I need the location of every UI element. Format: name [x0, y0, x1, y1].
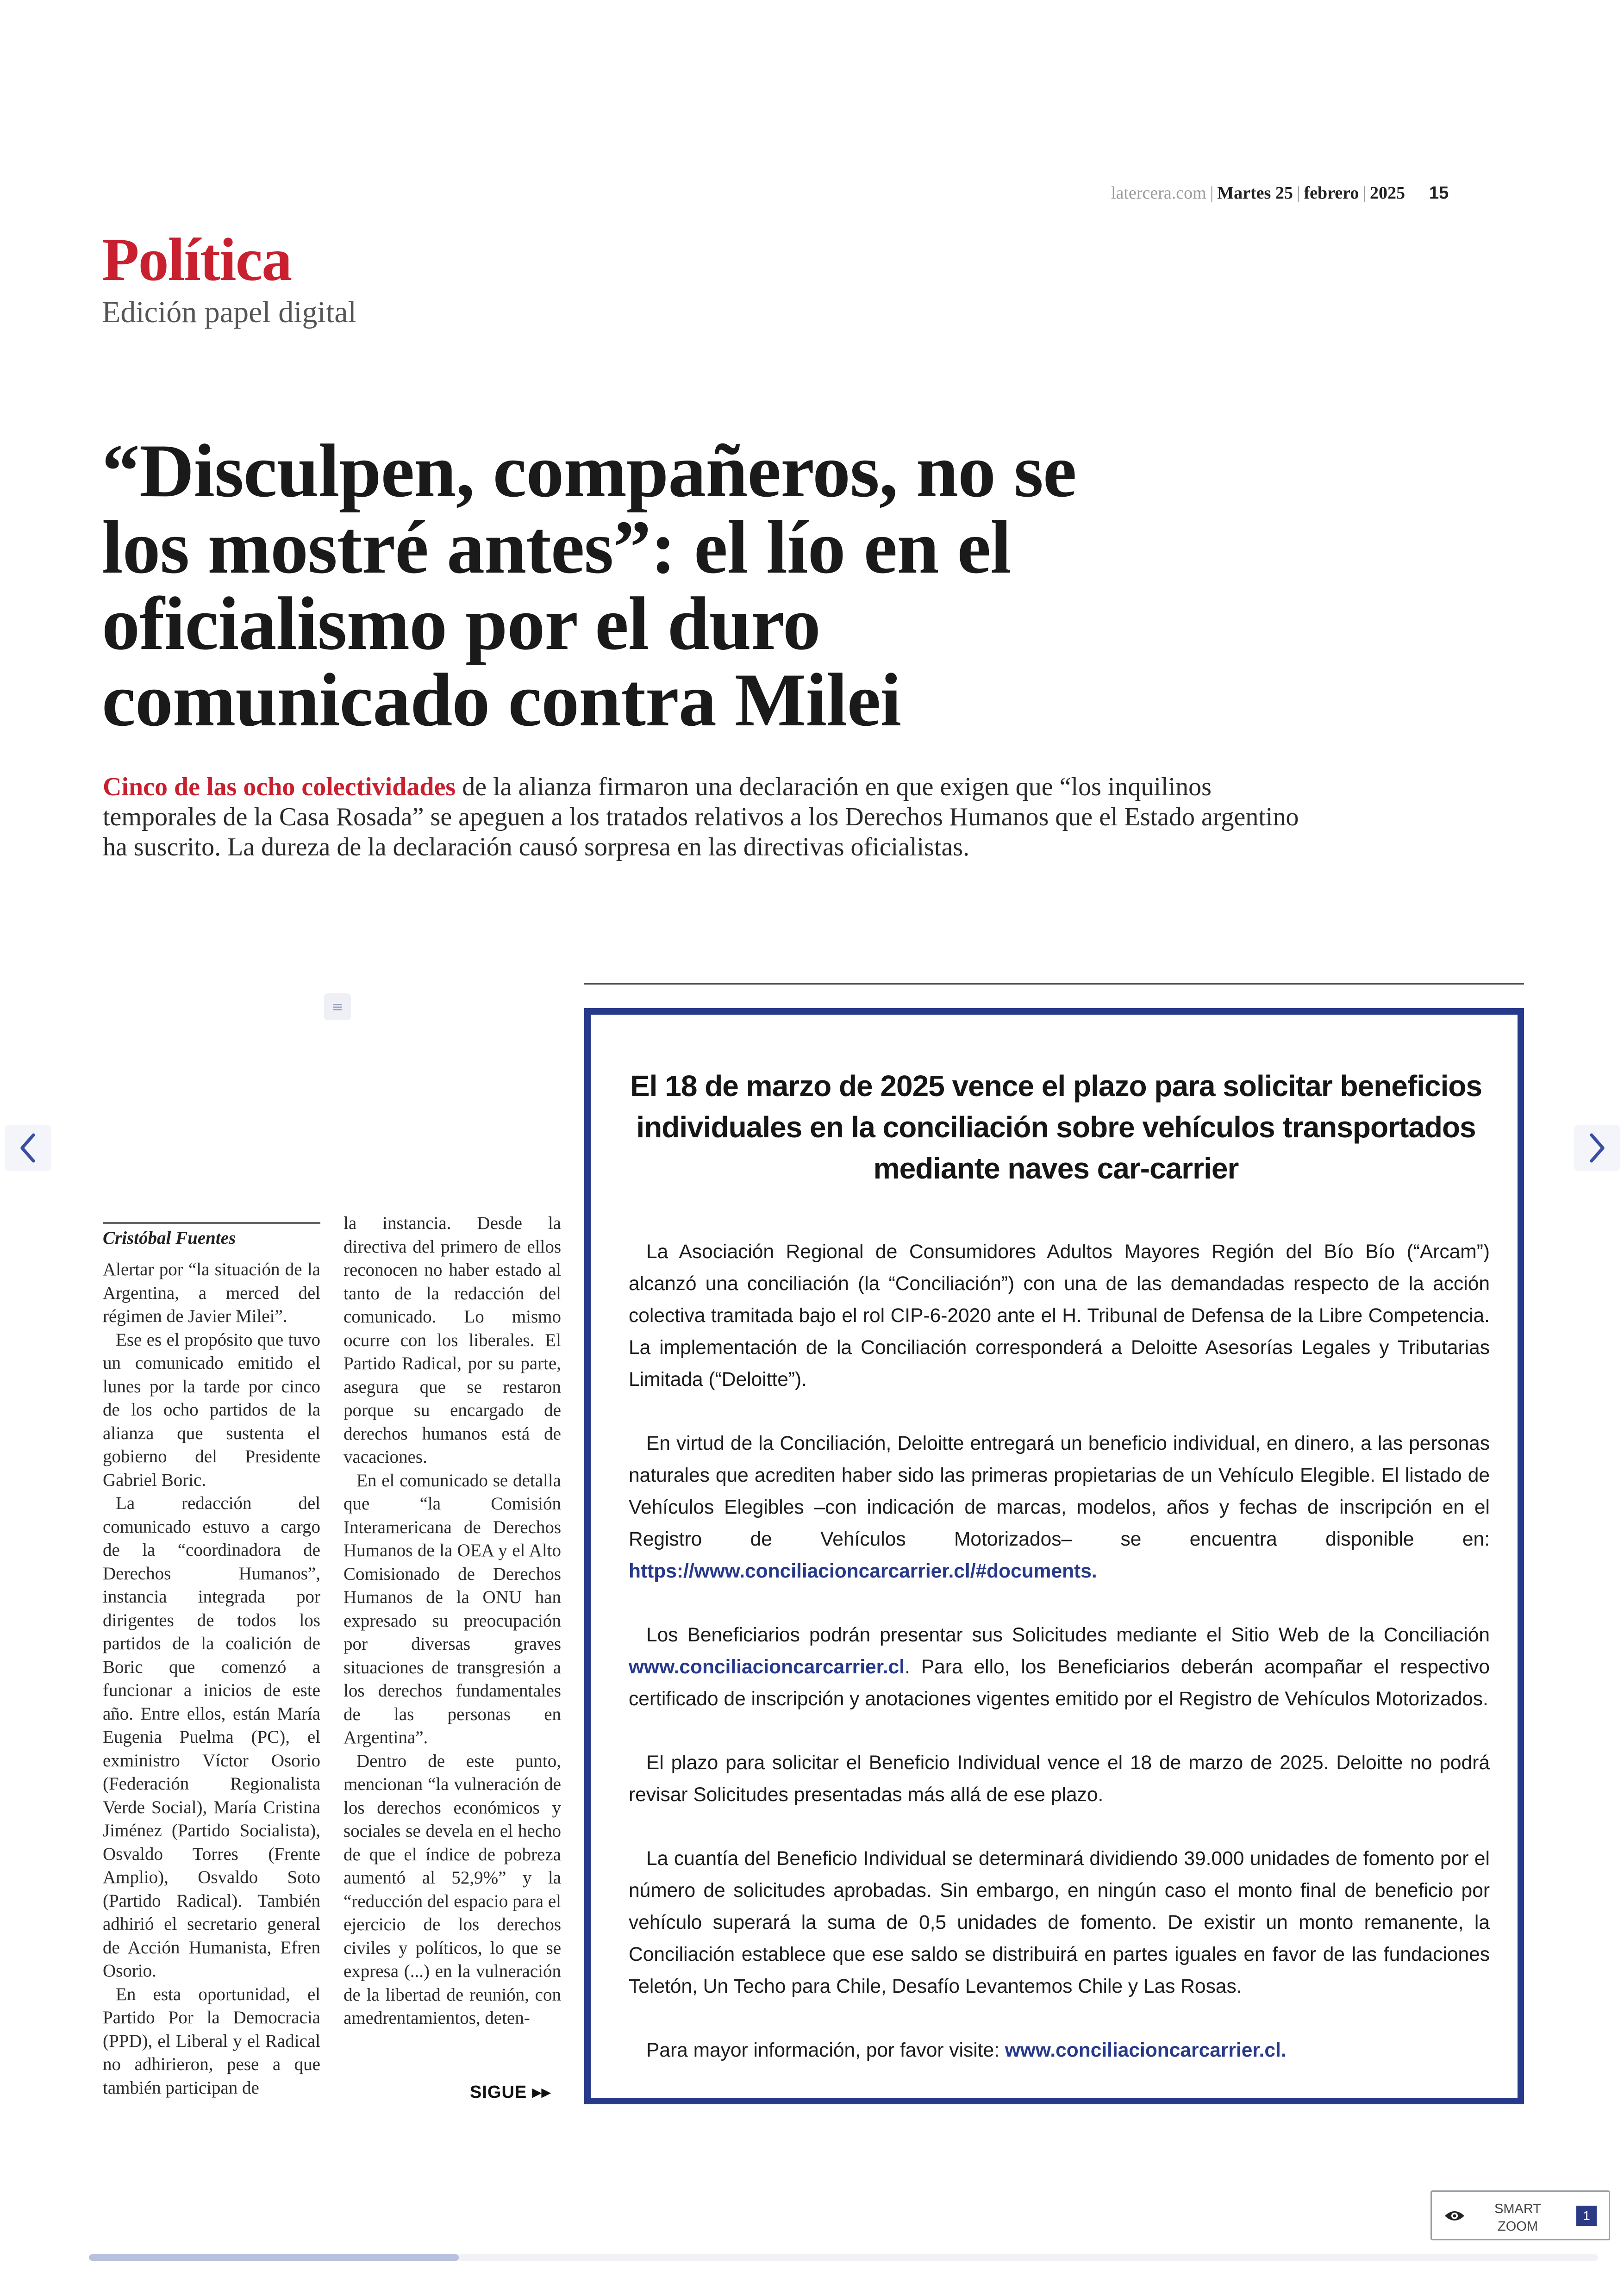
article-byline: Cristóbal Fuentes — [103, 1222, 320, 1248]
date-year: 2025 — [1369, 183, 1405, 203]
documents-link[interactable]: https://www.conciliacioncarcarrier.cl/#documents. — [629, 1560, 1097, 1582]
date-month: febrero — [1304, 183, 1359, 203]
page-scroll-progress — [89, 2254, 459, 2261]
notes-icon[interactable]: ≡ — [324, 993, 351, 1020]
lead-highlight: Cinco de las ocho colectividades — [103, 773, 456, 801]
ad-paragraph — [629, 2034, 1490, 2066]
ad-paragraph: La cuantía del Beneficio Individual se determinará dividiendo 39.000 unidades de fomento por el número de solicitudes aprobadas. Sin embargo, en ningún caso el monto final de beneficio por vehículo superará la suma de 0,5 unidades de fomento. De existir un monto remanente, la Conciliación establece que ese saldo se distribuirá en partes iguales en favor de las fundaciones Teletón, Un Techo para Chile, Desafío Levantemos Chile y Las Rosas. — [629, 1848, 1490, 1997]
article-column-1 — [103, 1258, 320, 2100]
divider: | — [1296, 183, 1300, 203]
info-link[interactable]: www.conciliacioncarcarrier.cl. — [1005, 2039, 1287, 2061]
ad-text: . Para ello, los Beneficiarios deberán acompañar el respectivo certificado de inscripción y anotaciones vigentes emitido por el Registro de Vehículos Motorizados. — [629, 1656, 1490, 1710]
ad-paragraph — [629, 1428, 1490, 1587]
section-subtitle: Edición papel digital — [102, 295, 356, 329]
section-title: Política — [102, 225, 292, 293]
article-lead — [103, 772, 1316, 862]
website-link[interactable]: www.conciliacioncarcarrier.cl — [629, 1656, 905, 1678]
ad-text: En virtud de la Conciliación, Deloitte entregará un beneficio individual, en dinero, a las personas naturales que acrediten haber sido las primeras propietarias de un Vehículo Elegible. El listado de Vehículos Elegibles –con indicación de marcas, modelos, años y fechas de inscripción en el Registro de Vehículos Motorizados– se encuentra disponible en: — [629, 1433, 1490, 1550]
paragraph: En esta oportunidad, el Partido Por la Democracia (PPD), el Liberal y el Radical no adhirieron, pese a que también participan de — [103, 1984, 320, 2098]
date-day: Martes 25 — [1217, 183, 1293, 203]
continue-label: SIGUE ▸▸ — [470, 2083, 551, 2102]
eye-icon — [1443, 2207, 1466, 2225]
divider: | — [1210, 183, 1214, 203]
paragraph: Dentro de este punto, mencionan “la vulneración de los derechos económicos y sociales se devela en el hecho de que el índice de pobreza aumentó al 52,9%” y la “reducción del espacio para el ejercicio de los derechos civiles y políticos, lo que se expresa (...) en la vulneración de la libertad de reunión, con amedrentamientos, deten- — [344, 1751, 561, 2028]
ad-text: Para mayor información, por favor visite: — [646, 2039, 1005, 2061]
divider: | — [1362, 183, 1366, 203]
article-headline: “Disculpen, compañeros, no se los mostré antes”: el lío en el oficialismo por el duro comunicado contra Milei — [102, 429, 1076, 742]
smart-zoom-button[interactable] — [1430, 2190, 1610, 2240]
previous-page-button[interactable] — [5, 1125, 51, 1171]
site-name: latercera.com — [1111, 183, 1206, 203]
next-page-button[interactable] — [1574, 1125, 1620, 1171]
paragraph: La redacción del comunicado estuvo a cargo de la “coordinadora de Derechos Humanos”, instancia integrada por dirigentes de todos los partidos de la coalición de Boric que comenzó a funcionar a inicios de este año. Entre ellos, están María Eugenia Puelma (PC), el exministro Víctor Osorio (Federación Regionalista Verde Social), María Cristina Jiménez (Partido Socialista), Osvaldo Torres (Frente Amplio), Osvaldo Soto (Partido Radical). También adhirió el secretario general de Acción Humanista, Efren Osorio. — [103, 1493, 320, 1981]
smart-zoom-label — [1494, 2200, 1541, 2235]
article-column-2 — [344, 1212, 561, 2030]
paragraph: la instancia. Desde la directiva del primero de ellos reconocen no haber estado al tanto de la redacción del comunicado. Lo mismo ocurre con los liberales. El Partido Radical, por su parte, asegura que se restaron porque su encargado de derechos humanos está de vacaciones. — [344, 1213, 561, 1467]
paragraph: Ese es el propósito que tuvo un comunicado emitido el lunes por la tarde por cinco de los ocho partidos de la alianza que sustenta el gobierno del Presidente Gabriel Boric. — [103, 1329, 320, 1490]
paragraph: En el comunicado se detalla que “la Comisión Interamericana de Derechos Humanos de la OEA y el Alto Comisionado de Derechos Humanos de la ONU han expresado su preocupación por diversas graves situaciones de transgresión a los derechos fundamentales de las personas en Argentina”. — [344, 1470, 561, 1747]
advertisement-box — [584, 1008, 1524, 2104]
ad-title: El 18 de marzo de 2025 vence el plazo para solicitar beneficios individuales en la conciliación sobre vehículos transportados mediante naves car-carrier — [630, 1069, 1482, 1185]
ad-body — [629, 1236, 1490, 2098]
chevron-right-icon — [1583, 1132, 1611, 1164]
ad-paragraph: El plazo para solicitar el Beneficio Individual vence el 18 de marzo de 2025. Deloitte no podrá revisar Solicitudes presentadas más allá de ese plazo. — [629, 1752, 1490, 1806]
lead-text: de la alianza firmaron una declaración en que exigen que “los inquilinos temporales de la Casa Rosada” se apeguen a los tratados relativos a los Derechos Humanos que el Estado argentino ha suscrito. La dureza de la declaración causó sorpresa en las directivas oficialistas. — [103, 773, 1299, 861]
smart-zoom-label-line1: SMART — [1494, 2201, 1541, 2216]
smart-zoom-label-line2: ZOOM — [1497, 2219, 1538, 2234]
page-header — [1111, 183, 1449, 203]
chevron-left-icon — [14, 1132, 42, 1164]
ad-paragraph: La Asociación Regional de Consumidores Adultos Mayores Región del Bío Bío (“Arcam”) alcanzó una conciliación (la “Conciliación”) con una de las demandadas respecto de la acción colectiva tramitada bajo el rol CIP-6-2020 ante el H. Tribunal de Defensa de la Libre Competencia. La implementación de la Conciliación corresponderá a Deloitte Asesorías Legales y Tributarias Limitada (“Deloitte”). — [629, 1241, 1490, 1391]
ad-text: Los Beneficiarios podrán presentar sus Solicitudes mediante el Sitio Web de la Conciliación — [646, 1624, 1490, 1646]
paragraph: Alertar por “la situación de la Argentina, a merced del régimen de Javier Milei”. — [103, 1260, 320, 1326]
page-indicator-badge: 1 — [1576, 2206, 1597, 2226]
ad-top-rule — [584, 983, 1524, 985]
page-number: 15 — [1429, 183, 1449, 203]
ad-paragraph — [629, 1619, 1490, 1715]
